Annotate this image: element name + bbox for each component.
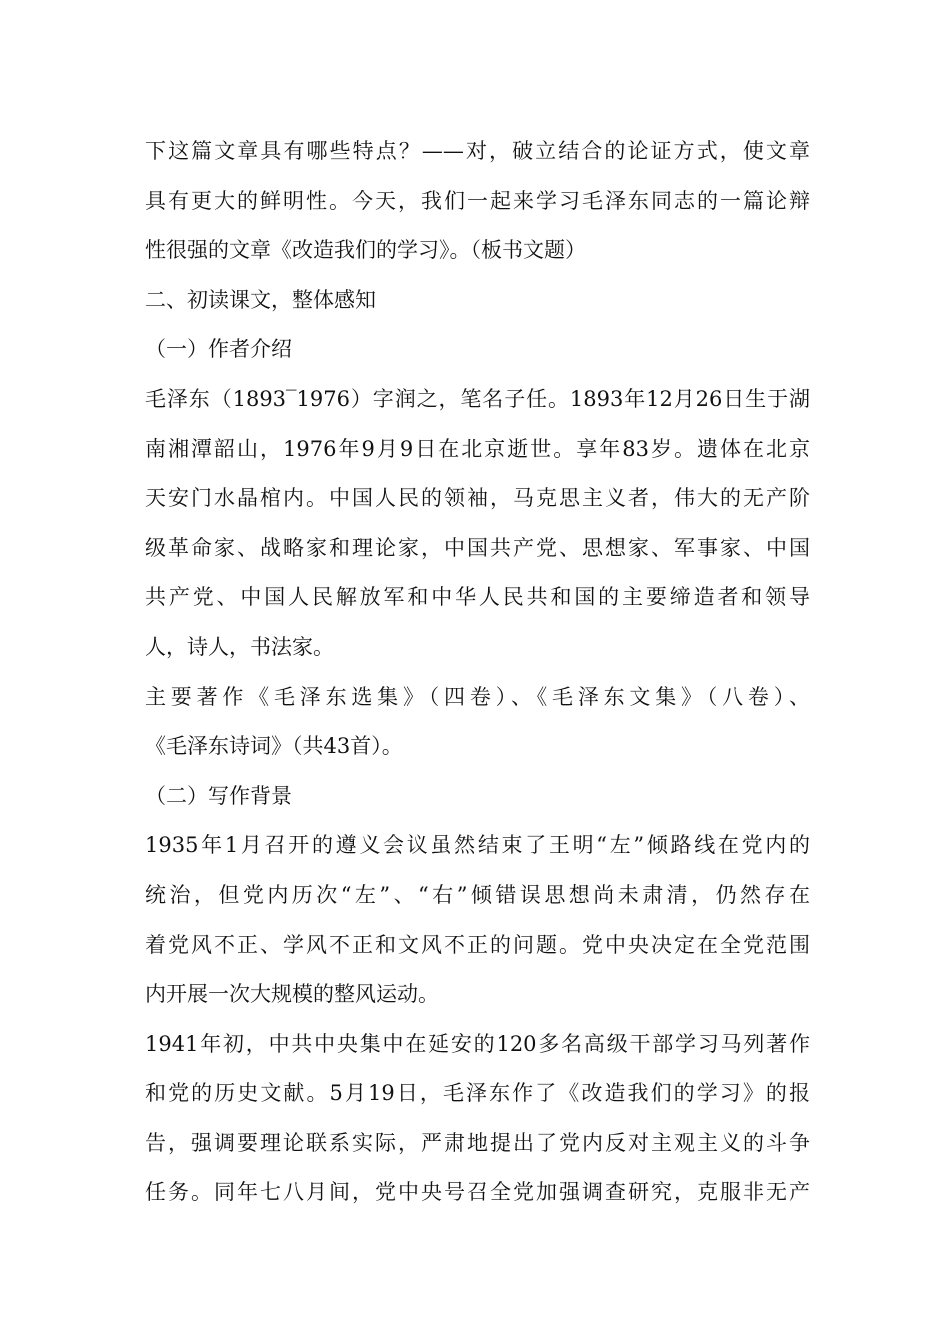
paragraph-line: 内开展一次大规模的整风运动。 — [145, 982, 439, 1007]
paragraph-line: 1941年初，中共中央集中在延安的120多名高级干部学习马列著作 — [145, 1031, 810, 1056]
subsection-heading: （一）作者介绍 — [145, 337, 292, 362]
body-text — [145, 127, 810, 1218]
paragraph-line: 统治，但党内历次“左”、“右”倾错误思想尚未肃清，仍然存在 — [145, 882, 810, 907]
paragraph-line: 共产党、中国人民解放军和中华人民共和国的主要缔造者和领导 — [145, 585, 810, 610]
paragraph-line: 1935年1月召开的遵义会议虽然结束了王明“左”倾路线在党内的 — [145, 833, 810, 858]
section-heading: 二、初读课文，整体感知 — [145, 287, 376, 312]
paragraph-line: 人，诗人，书法家。 — [145, 634, 334, 659]
subsection-heading: （二）写作背景 — [145, 783, 292, 808]
paragraph-line: 具有更大的鲜明性。今天，我们一起来学习毛泽东同志的一篇论辩 — [145, 188, 810, 213]
paragraph-line: 告，强调要理论联系实际，严肃地提出了党内反对主观主义的斗争 — [145, 1130, 810, 1155]
paragraph-line: 主要著作《毛泽东选集》（四卷）、《毛泽东文集》（八卷）、 — [145, 684, 810, 709]
paragraph-line: 天安门水晶棺内。中国人民的领袖，马克思主义者，伟大的无产阶 — [145, 486, 810, 511]
paragraph-line: 《毛泽东诗词》（共43首）。 — [145, 734, 403, 759]
paragraph-line: 着党风不正、学风不正和文风不正的问题。党中央决定在全党范围 — [145, 932, 810, 957]
paragraph-line: 任务。同年七八月间，党中央号召全党加强调查研究，克服非无产 — [145, 1180, 810, 1205]
paragraph-line: 下这篇文章具有哪些特点？——对，破立结合的论证方式，使文章 — [145, 139, 810, 163]
paragraph-line: 毛泽东（1893‾1976）字润之，笔名子任。1893年12月26日生于湖 — [145, 386, 810, 411]
paragraph-line: 南湘潭韶山，1976年9月9日在北京逝世。享年83岁。遗体在北京 — [145, 436, 810, 461]
paragraph-line: 级革命家、战略家和理论家，中国共产党、思想家、军事家、中国 — [145, 535, 810, 560]
paragraph-line: 性很强的文章《改造我们的学习》。（板书文题） — [145, 238, 586, 263]
paragraph-line: 和党的历史文献。5月19日，毛泽东作了《改造我们的学习》的报 — [145, 1081, 810, 1106]
